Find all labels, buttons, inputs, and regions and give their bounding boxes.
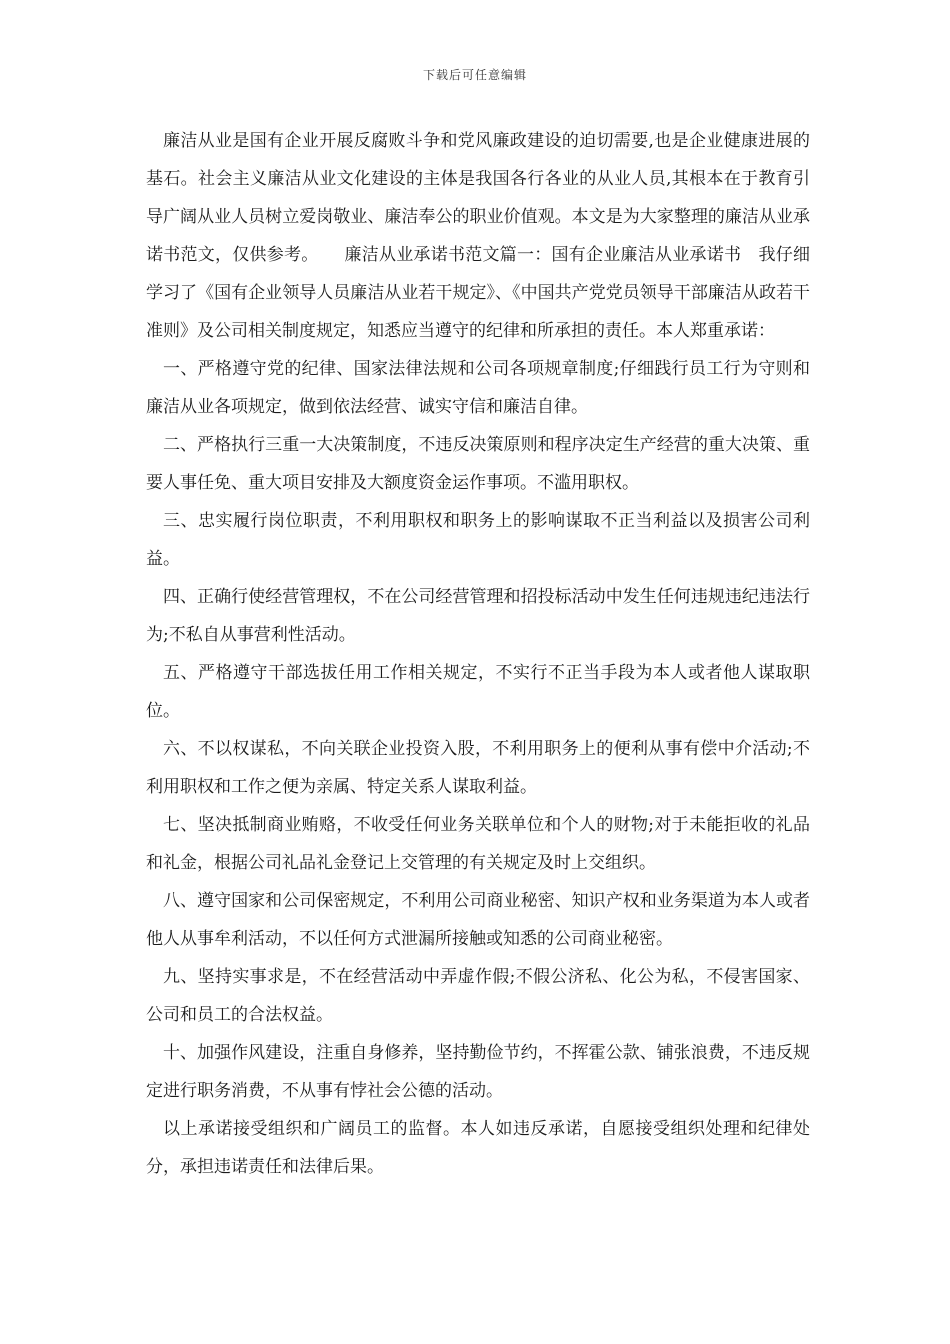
pledge-item-5: 五、严格遵守干部选拔任用工作相关规定，不实行不正当手段为本人或者他人谋取职位。 xyxy=(146,663,810,721)
pledge-item-10: 十、加强作风建设，注重自身修养，坚持勤俭节约，不挥霍公款、铺张浪费，不违反规定进行职务消费，不从事有悖社会公德的活动。 xyxy=(146,1043,810,1101)
pledge-item-7: 七、坚决抵制商业贿赂，不收受任何业务关联单位和个人的财物;对于未能拒收的礼品和礼金，根据公司礼品礼金登记上交管理的有关规定及时上交组织。 xyxy=(146,815,810,873)
pledge-item-2: 二、严格执行三重一大决策制度，不违反决策原则和程序决定生产经营的重大决策、重要人事任免、重大项目安排及大额度资金运作事项。不滥用职权。 xyxy=(146,435,810,493)
document-body xyxy=(146,122,810,1186)
pledge-item-3: 三、忠实履行岗位职责，不利用职权和职务上的影响谋取不正当利益以及损害公司利益。 xyxy=(146,511,810,569)
pledge-item-4: 四、正确行使经营管理权，不在公司经营管理和招投标活动中发生任何违规违纪违法行为;不私自从事营利性活动。 xyxy=(146,587,810,645)
pledge-item-8: 八、遵守国家和公司保密规定，不利用公司商业秘密、知识产权和业务渠道为本人或者他人从事牟利活动，不以任何方式泄漏所接触或知悉的公司商业秘密。 xyxy=(146,891,810,949)
closing-paragraph: 以上承诺接受组织和广阔员工的监督。本人如违反承诺，自愿接受组织处理和纪律处分，承担违诺责任和法律后果。 xyxy=(146,1119,810,1177)
page-header: 下载后可任意编辑 xyxy=(422,68,527,82)
pledge-item-9: 九、坚持实事求是，不在经营活动中弄虚作假;不假公济私、化公为私，不侵害国家、公司和员工的合法权益。 xyxy=(146,967,810,1025)
intro-paragraph: 廉洁从业是国有企业开展反腐败斗争和党风廉政建设的迫切需要,也是企业健康进展的基石。社会主义廉洁从业文化建设的主体是我国各行各业的从业人员,其根本在于教育引导广阔从业人员树立爱岗敬业、廉洁奉公的职业价值观。本文是为大家整理的廉洁从业承诺书范文，仅供参考。 廉洁从业承诺书范文篇一：国有企业廉洁从业承诺书 我仔细学习了《国有企业领导人员廉洁从业若干规定》、《中国共产党党员领导干部廉洁从政若干准则》及公司相关制度规定，知悉应当遵守的纪律和所承担的责任。本人郑重承诺： xyxy=(146,131,810,341)
pledge-item-6: 六、不以权谋私，不向关联企业投资入股，不利用职务上的便利从事有偿中介活动;不利用职权和工作之便为亲属、特定关系人谋取利益。 xyxy=(146,739,810,797)
pledge-item-1: 一、严格遵守党的纪律、国家法律法规和公司各项规章制度;仔细践行员工行为守则和廉洁从业各项规定，做到依法经营、诚实守信和廉洁自律。 xyxy=(146,359,810,417)
